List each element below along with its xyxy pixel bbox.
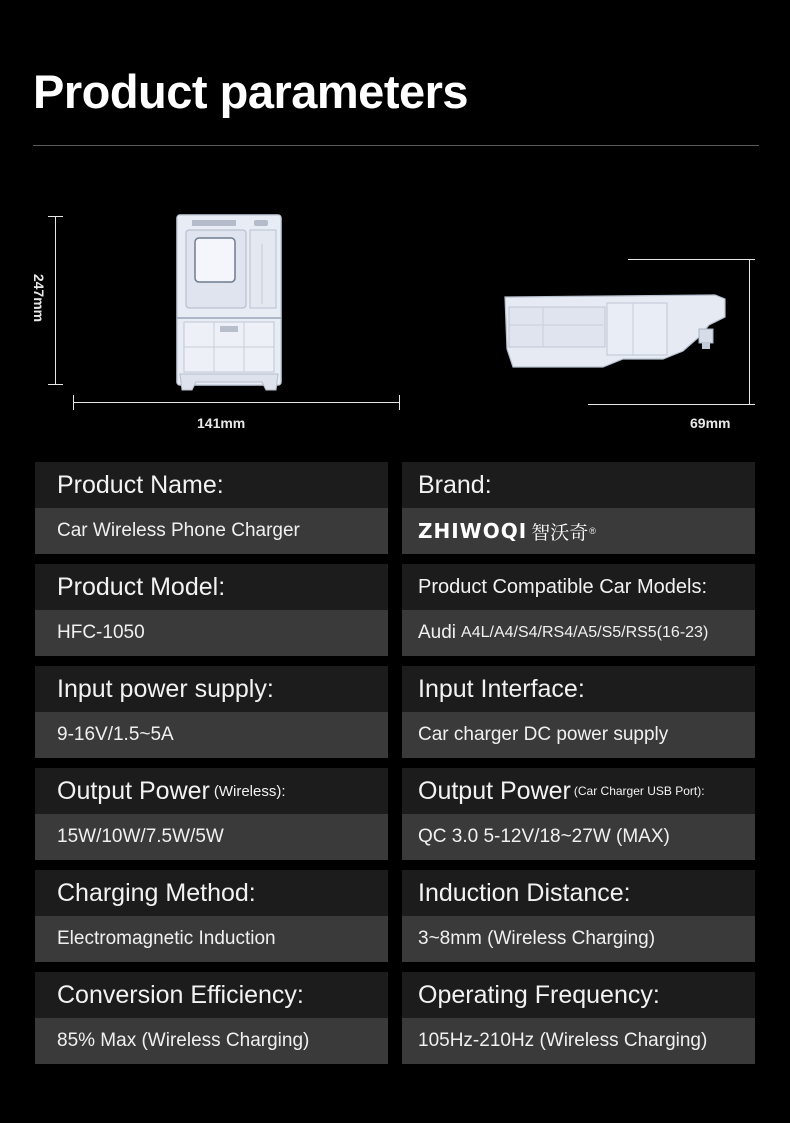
spec-label: Induction Distance: xyxy=(402,870,755,916)
brand-logo-chinese: 智沃奇 xyxy=(531,522,589,544)
height-dimension-label: 247mm xyxy=(31,273,47,323)
spec-card-brand xyxy=(402,462,755,554)
product-side-view-image xyxy=(503,289,727,369)
spec-label-note: (Car Charger USB Port): xyxy=(573,784,705,798)
spec-label: Charging Method: xyxy=(35,870,388,916)
spec-value: Car Wireless Phone Charger xyxy=(35,508,388,554)
spec-label-main: Output Power xyxy=(57,776,210,805)
spec-label: Input power supply: xyxy=(35,666,388,712)
spec-value xyxy=(402,610,755,656)
spec-value: 15W/10W/7.5W/5W xyxy=(35,814,388,860)
spec-card-conversion-efficiency xyxy=(35,972,388,1064)
spec-value: QC 3.0 5-12V/18~27W (MAX) xyxy=(402,814,755,860)
spec-label xyxy=(402,768,755,814)
depth-dimension-guide-bottom xyxy=(588,404,755,405)
page-title: Product parameters xyxy=(33,65,469,118)
spec-card-charging-method xyxy=(35,870,388,962)
spec-value: 85% Max (Wireless Charging) xyxy=(35,1018,388,1064)
width-dimension-line xyxy=(73,402,399,403)
spec-card-input-interface xyxy=(402,666,755,758)
spec-label: Product Compatible Car Models: xyxy=(402,564,755,610)
height-dimension-line xyxy=(55,216,56,384)
spec-label: Operating Frequency: xyxy=(402,972,755,1018)
width-dimension-label: 141mm xyxy=(197,415,246,431)
spec-card-compatible-models xyxy=(402,564,755,656)
spec-label: Brand: xyxy=(402,462,755,508)
spec-value: 105Hz-210Hz (Wireless Charging) xyxy=(402,1018,755,1064)
spec-label-main: Output Power xyxy=(418,776,571,805)
product-front-view-image xyxy=(176,214,282,391)
spec-card-induction-distance xyxy=(402,870,755,962)
spec-value: 3~8mm (Wireless Charging) xyxy=(402,916,755,962)
spec-value: Car charger DC power supply xyxy=(402,712,755,758)
spec-value: HFC-1050 xyxy=(35,610,388,656)
height-dimension-cap-bottom xyxy=(48,384,63,385)
spec-value: Electromagnetic Induction xyxy=(35,916,388,962)
compatible-brand: Audi xyxy=(418,622,457,643)
spec-label-note: (Wireless): xyxy=(213,782,286,800)
spec-value: 9-16V/1.5~5A xyxy=(35,712,388,758)
spec-card-output-power-wireless xyxy=(35,768,388,860)
spec-card-input-power xyxy=(35,666,388,758)
width-dimension-cap-right xyxy=(399,395,400,410)
spec-card-operating-frequency xyxy=(402,972,755,1064)
spec-card-product-name xyxy=(35,462,388,554)
spec-label: Input Interface: xyxy=(402,666,755,712)
depth-dimension-guide-top xyxy=(628,259,755,260)
width-dimension-cap-left xyxy=(73,395,74,410)
brand-logo: ZHIWOQI xyxy=(418,519,528,543)
registered-mark: ® xyxy=(589,526,596,536)
spec-label xyxy=(35,768,388,814)
spec-label: Product Name: xyxy=(35,462,388,508)
spec-label: Conversion Efficiency: xyxy=(35,972,388,1018)
spec-card-output-power-usb xyxy=(402,768,755,860)
spec-value xyxy=(402,508,755,554)
compatible-models-list: A4L/A4/S4/RS4/A5/S5/RS5(16-23) xyxy=(461,624,709,641)
depth-dimension-label: 69mm xyxy=(690,415,731,431)
title-divider xyxy=(33,145,759,146)
depth-dimension-line xyxy=(749,259,750,404)
spec-card-product-model xyxy=(35,564,388,656)
spec-label: Product Model: xyxy=(35,564,388,610)
height-dimension-cap-top xyxy=(48,216,63,217)
